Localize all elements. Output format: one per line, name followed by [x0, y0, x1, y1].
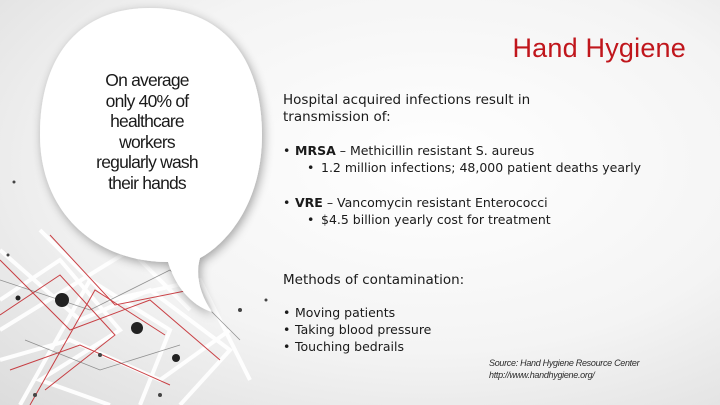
dot [238, 308, 242, 312]
intro-line: transmission of: [283, 109, 391, 125]
dot [131, 322, 143, 334]
bubble-line: workers [119, 131, 175, 152]
bullet-icon: • [283, 195, 291, 210]
network-lines [0, 230, 250, 405]
intro-text [283, 92, 583, 126]
dot [98, 353, 102, 357]
bubble-line: healthcare [110, 111, 184, 131]
dot [158, 393, 162, 397]
dot [7, 254, 10, 257]
sub-bullet-icon: • [307, 160, 315, 175]
bullet-vre [283, 195, 683, 227]
dot [265, 299, 268, 302]
bubble-line: their hands [108, 172, 186, 193]
slide-title: Hand Hygiene [512, 33, 686, 63]
bullet-term: MRSA [295, 143, 336, 158]
intro-line: Hospital acquired infections result in [283, 92, 531, 108]
dot [16, 296, 21, 301]
dot [55, 293, 69, 307]
list-item-text: Touching bedrails [295, 339, 404, 354]
methods-heading: Methods of contamination: [283, 272, 465, 288]
bubble-line: regularly wash [96, 152, 198, 172]
bullet-icon: • [283, 322, 291, 337]
bubble-line: On average [105, 70, 189, 90]
sub-bullet-icon: • [307, 212, 315, 227]
source-url: http://www.handhygiene.org/ [489, 370, 595, 380]
bullet-term: VRE [295, 195, 323, 210]
list-item [283, 321, 431, 338]
dot [33, 393, 37, 397]
bullet-icon: • [283, 305, 291, 320]
methods-list [283, 304, 431, 355]
list-item-text: Taking blood pressure [295, 322, 432, 337]
dot [172, 354, 180, 362]
list-item [283, 304, 431, 321]
dot [13, 181, 16, 184]
bullet-mrsa [283, 143, 683, 175]
bullet-text: – Vancomycin resistant Enterococci [322, 195, 548, 210]
bullet-icon: • [283, 143, 291, 158]
bubble-line: only 40% of [105, 90, 189, 111]
bullet-icon: • [283, 339, 291, 354]
list-item-text: Moving patients [295, 305, 396, 320]
bullet-text: – Methicillin resistant S. aureus [335, 143, 535, 158]
sub-bullet-text: 1.2 million infections; 48,000 patient deaths yearly [321, 160, 641, 175]
source-line: Source: Hand Hygiene Resource Center [489, 358, 640, 368]
source-citation [489, 357, 639, 381]
list-item [283, 338, 431, 355]
speech-bubble-text [78, 70, 216, 193]
sub-bullet-text: $4.5 billion yearly cost for treatment [321, 212, 551, 227]
